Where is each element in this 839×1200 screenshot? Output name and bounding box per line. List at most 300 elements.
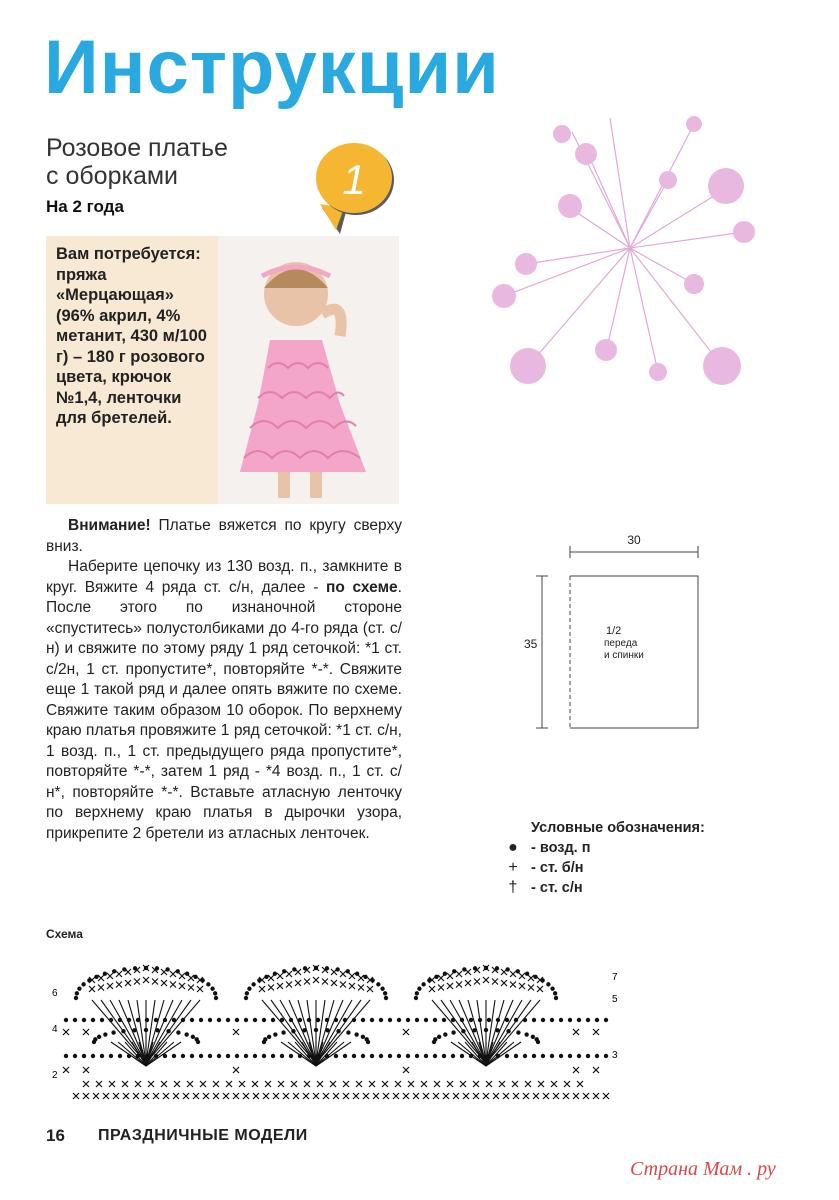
sc-mark xyxy=(499,1081,505,1087)
chain-dot xyxy=(496,1029,499,1032)
sc-mark xyxy=(331,980,337,986)
chain-dot xyxy=(370,1054,373,1057)
chain-dot xyxy=(343,1018,346,1021)
chain-dot xyxy=(316,1054,319,1057)
chain-dot xyxy=(185,1033,188,1036)
sc-mark xyxy=(456,971,462,977)
sc-mark xyxy=(122,1081,128,1087)
chain-dot xyxy=(469,1018,472,1021)
sc-mark xyxy=(304,979,310,985)
chain-dot xyxy=(444,1033,447,1036)
chain-dot xyxy=(547,983,550,986)
sc-mark xyxy=(322,979,328,985)
sc-mark xyxy=(243,1093,249,1099)
piece-label-3: и спинки xyxy=(604,650,644,661)
chain-dot xyxy=(536,1040,539,1043)
chain-dot xyxy=(73,1018,76,1021)
chain-dot xyxy=(118,1018,121,1021)
sc-mark xyxy=(107,983,113,989)
sc-mark xyxy=(367,986,373,992)
sc-mark xyxy=(421,1081,427,1087)
sc-mark xyxy=(265,1081,271,1087)
chain-dot xyxy=(82,1054,85,1057)
chain-dot xyxy=(280,1054,283,1057)
sc-mark xyxy=(286,982,292,988)
chain-dot xyxy=(541,1054,544,1057)
chain-dot xyxy=(415,1054,418,1057)
chain-dot xyxy=(437,1035,440,1038)
chain-dot xyxy=(434,1038,437,1041)
sc-mark xyxy=(443,1093,449,1099)
sc-mark xyxy=(519,973,525,979)
chain-dot xyxy=(253,1018,256,1021)
watermark: Страна Мам . ру xyxy=(630,1158,776,1180)
sc-mark xyxy=(188,975,194,981)
sc-mark xyxy=(63,1067,69,1073)
chain-dot xyxy=(505,1018,508,1021)
sc-mark xyxy=(528,985,534,991)
chain-dot xyxy=(316,1018,319,1021)
sc-mark xyxy=(460,1081,466,1087)
sc-mark xyxy=(340,982,346,988)
chain-dot xyxy=(496,1018,499,1021)
chain-dot xyxy=(265,975,268,978)
sc-mark xyxy=(116,971,122,977)
sc-mark xyxy=(83,1081,89,1087)
chain-dot xyxy=(298,1054,301,1057)
chain-dot xyxy=(577,1018,580,1021)
sc-mark xyxy=(473,1093,479,1099)
chain-dot xyxy=(397,1018,400,1021)
height-label: 35 xyxy=(524,637,538,651)
sc-mark xyxy=(116,982,122,988)
page-heading: Инструкции xyxy=(44,25,500,110)
sc-mark xyxy=(573,1029,579,1035)
sc-mark xyxy=(63,1029,69,1035)
sc-mark xyxy=(434,1081,440,1087)
sc-mark xyxy=(286,971,292,977)
sc-mark xyxy=(343,1081,349,1087)
sc-mark xyxy=(423,1093,429,1099)
chain-dot xyxy=(414,996,417,999)
chain-dot xyxy=(289,1018,292,1021)
sc-mark xyxy=(333,1093,339,1099)
sc-mark xyxy=(528,975,534,981)
chain-dot xyxy=(191,1035,194,1038)
chain-dot xyxy=(514,1018,517,1021)
sc-mark xyxy=(187,1081,193,1087)
chain-dot xyxy=(181,1018,184,1021)
sc-mark xyxy=(233,1067,239,1073)
chain-dot xyxy=(550,1054,553,1057)
chain-dot xyxy=(190,1018,193,1021)
sc-mark xyxy=(170,982,176,988)
chain-dot xyxy=(424,1018,427,1021)
sc-mark xyxy=(183,1093,189,1099)
sc-mark xyxy=(438,985,444,991)
legend-item-sc xyxy=(505,858,765,878)
sc-mark xyxy=(473,1081,479,1087)
chain-dot xyxy=(541,1018,544,1021)
sc-mark xyxy=(603,1093,609,1099)
sc-mark xyxy=(197,986,203,992)
chain-dot xyxy=(235,1054,238,1057)
sc-mark xyxy=(163,1093,169,1099)
sc-mark xyxy=(93,1093,99,1099)
chain-dot xyxy=(433,1018,436,1021)
sc-mark xyxy=(253,1093,259,1099)
chain-dot xyxy=(334,1018,337,1021)
chain-dot xyxy=(586,1018,589,1021)
chain-dot xyxy=(252,983,255,986)
sc-mark xyxy=(233,1029,239,1035)
sc-mark xyxy=(383,1093,389,1099)
sc-mark xyxy=(519,983,525,989)
chain-dot xyxy=(334,1054,337,1057)
sc-mark xyxy=(510,971,516,977)
chain-dot xyxy=(487,1054,490,1057)
sc-mark xyxy=(543,1093,549,1099)
materials-text: Вам потребуется: пряжа «Мерцающая» (96% акрил, 4% метанит, 430 м/100 г) – 180 г розового цвета, крючок №1,4, ленточки для бретелей. xyxy=(56,245,207,427)
sc-mark xyxy=(103,1093,109,1099)
sc-mark xyxy=(268,975,274,981)
sc-mark xyxy=(96,1081,102,1087)
chain-dot xyxy=(346,970,349,973)
chain-dot xyxy=(525,1033,528,1036)
sc-mark xyxy=(98,985,104,991)
sc-mark xyxy=(593,1093,599,1099)
sc-mark xyxy=(463,1093,469,1099)
chain-dot xyxy=(487,1018,490,1021)
chain-dot xyxy=(163,1018,166,1021)
sc-mark xyxy=(295,969,301,975)
chain-dot xyxy=(181,1054,184,1057)
chain-dot xyxy=(435,975,438,978)
chain-dot xyxy=(586,1054,589,1057)
chain-dot xyxy=(462,1029,465,1032)
sc-mark xyxy=(363,1093,369,1099)
chain-dot xyxy=(82,983,85,986)
chain-dot xyxy=(381,987,384,990)
chain-dot xyxy=(154,1054,157,1057)
chain-dot xyxy=(97,1035,100,1038)
decorative-burst xyxy=(482,110,772,410)
sc-mark xyxy=(403,1093,409,1099)
sc-mark xyxy=(268,985,274,991)
chain-dot xyxy=(388,1054,391,1057)
chain-dot xyxy=(136,1018,139,1021)
sc-mark xyxy=(263,1093,269,1099)
sc-mark xyxy=(213,1093,219,1099)
sc-mark xyxy=(510,982,516,988)
sc-mark xyxy=(200,1081,206,1087)
chain-dot xyxy=(271,1018,274,1021)
sc-mark xyxy=(278,1081,284,1087)
chain-dot xyxy=(559,1054,562,1057)
legend-label-chain: - возд. п xyxy=(531,840,591,856)
chain-dot xyxy=(379,1054,382,1057)
sc-mark xyxy=(304,1081,310,1087)
chain-dot xyxy=(442,1054,445,1057)
chain-dot xyxy=(133,1029,136,1032)
sc-mark xyxy=(551,1081,557,1087)
sc-mark xyxy=(330,1081,336,1087)
sc-mark xyxy=(503,1093,509,1099)
pattern-title-line1: Розовое платье xyxy=(46,134,228,162)
chain-dot xyxy=(424,1054,427,1057)
legend-item-chain xyxy=(505,838,765,858)
chain-dot xyxy=(145,1054,148,1057)
chain-dot xyxy=(595,1054,598,1057)
chain-dot xyxy=(364,975,367,978)
sc-mark xyxy=(349,973,355,979)
sc-mark xyxy=(174,1081,180,1087)
chain-dot xyxy=(406,1054,409,1057)
sc-mark xyxy=(486,1081,492,1087)
chain-dot xyxy=(163,1054,166,1057)
sc-mark xyxy=(223,1093,229,1099)
chain-dot xyxy=(604,1018,607,1021)
chain-dot xyxy=(406,1018,409,1021)
chain-dot xyxy=(167,1029,170,1032)
sc-mark xyxy=(109,1081,115,1087)
chain-dot xyxy=(507,1029,510,1032)
sc-mark xyxy=(252,1081,258,1087)
sc-mark xyxy=(213,1081,219,1087)
sc-mark xyxy=(291,1081,297,1087)
piece-label-1: 1/2 xyxy=(606,625,622,637)
chain-dot xyxy=(280,1018,283,1021)
chain-dot xyxy=(176,970,179,973)
scheme-label: Схема xyxy=(46,927,83,941)
chain-dot xyxy=(282,1031,285,1034)
sc-mark xyxy=(533,1093,539,1099)
chain-dot xyxy=(347,1031,350,1034)
sc-mark xyxy=(193,1093,199,1099)
chain-dot xyxy=(554,996,557,999)
sc-mark xyxy=(403,1067,409,1073)
chain-dot xyxy=(366,1040,369,1043)
chain-dot xyxy=(355,1033,358,1036)
chain-dot xyxy=(325,1054,328,1057)
sc-mark xyxy=(403,1029,409,1035)
sc-mark xyxy=(525,1081,531,1087)
sc-mark xyxy=(433,1093,439,1099)
chain-dot xyxy=(433,1054,436,1057)
chain-dot xyxy=(469,1054,472,1057)
sc-mark xyxy=(447,1081,453,1087)
chain-dot xyxy=(452,1031,455,1034)
sc-mark xyxy=(83,1029,89,1035)
sc-mark xyxy=(573,1093,579,1099)
chain-dot xyxy=(534,975,537,978)
chain-dot xyxy=(262,1018,265,1021)
chain-dot xyxy=(244,1018,247,1021)
chain-dot xyxy=(370,1018,373,1021)
chain-dot xyxy=(451,1018,454,1021)
sc-mark xyxy=(135,1081,141,1087)
row-label-7: 7 xyxy=(612,972,618,983)
chain-dot xyxy=(136,1054,139,1057)
sc-mark xyxy=(98,975,104,981)
sc-mark xyxy=(501,969,507,975)
chain-dot xyxy=(118,1054,121,1057)
legend-label-dc: - ст. с/н xyxy=(531,880,583,896)
chain-dot xyxy=(213,992,216,995)
sc-mark xyxy=(107,973,113,979)
chain-dot xyxy=(361,1018,364,1021)
chain-dot xyxy=(553,992,556,995)
sc-mark xyxy=(259,986,265,992)
chain-dot xyxy=(235,1018,238,1021)
chain-dot xyxy=(415,1018,418,1021)
chain-dot xyxy=(384,996,387,999)
chain-dot xyxy=(245,992,248,995)
sc-mark xyxy=(73,1093,79,1099)
sc-mark xyxy=(483,977,489,983)
chain-dot xyxy=(271,1054,274,1057)
section-title: ПРАЗДНИЧНЫЕ МОДЕЛИ xyxy=(98,1127,308,1144)
sc-mark xyxy=(161,969,167,975)
sc-mark xyxy=(153,1093,159,1099)
row-label-3: 3 xyxy=(612,1050,618,1061)
size-diagram xyxy=(520,530,720,730)
chain-dot xyxy=(292,1029,295,1032)
chain-dot xyxy=(484,1028,487,1031)
sc-mark xyxy=(83,1067,89,1073)
sc-mark xyxy=(203,1093,209,1099)
chain-dot xyxy=(478,1054,481,1057)
chain-dot xyxy=(217,1054,220,1057)
sc-mark xyxy=(179,983,185,989)
sc-mark xyxy=(170,971,176,977)
chain-dot xyxy=(577,1054,580,1057)
sc-mark xyxy=(382,1081,388,1087)
chain-dot xyxy=(307,1018,310,1021)
chain-dot xyxy=(453,970,456,973)
sc-mark xyxy=(395,1081,401,1087)
sc-mark xyxy=(273,1093,279,1099)
sc-mark xyxy=(303,1093,309,1099)
chain-dot xyxy=(154,1018,157,1021)
sc-mark xyxy=(134,979,140,985)
chain-dot xyxy=(253,1054,256,1057)
chain-dot xyxy=(156,1029,159,1032)
chain-dot xyxy=(95,975,98,978)
legend-title: Условные обозначения: xyxy=(531,820,705,836)
chain-dot xyxy=(73,1054,76,1057)
chain-dot xyxy=(415,992,418,995)
sc-mark xyxy=(226,1081,232,1087)
chain-dot xyxy=(214,996,217,999)
chain-dot xyxy=(377,983,380,986)
sc-mark xyxy=(113,1093,119,1099)
sc-mark xyxy=(564,1081,570,1087)
chain-dot xyxy=(94,1038,97,1041)
chain-dot xyxy=(274,1033,277,1036)
legend-label-sc: - ст. б/н xyxy=(531,860,584,876)
sc-mark xyxy=(233,1093,239,1099)
chain-dot xyxy=(343,1054,346,1057)
chain-dot xyxy=(298,1018,301,1021)
sc-mark xyxy=(277,983,283,989)
sc-mark xyxy=(483,1093,489,1099)
crochet-scheme xyxy=(46,938,626,1108)
chain-dot xyxy=(325,1018,328,1021)
paragraph-main: Наберите цепочку из 130 возд. п., замкните в круг. Вяжите 4 ряда ст. с/н, далее - по схеме. После этого по изнаночной стороне «спуститесь» полустолбиками до 4-го ряда (ст. с/н) и свяжите по этому ряду 1 ряд сеточкой: *1 ст. с/2н, 1 ст. пропустите*, повторяйте *-*. Свяжите еще 1 такой ряд и далее опять вяжите по схеме. Свяжите таким образом 10 оборок. По верхнему краю платья провяжите 1 ряд сеточкой: *1 ст. с/н, 1 возд. п., 1 ст. предыдущего ряда пропустите*, повторяйте *-*, затем 1 ряд - *4 возд. п., 1 ст. с/н*, повторяйте *-*. Вставьте атласную ленточку по верхнему краю платья в дырочки узора, прикрепите 2 бретели из атласных ленточек. xyxy=(46,558,402,842)
chain-dot xyxy=(109,1054,112,1057)
chain-dot xyxy=(550,1018,553,1021)
chain-dot xyxy=(595,1018,598,1021)
chain-dot xyxy=(177,1031,180,1034)
chain-dot xyxy=(196,1040,199,1043)
sc-mark xyxy=(465,980,471,986)
chain-dot xyxy=(551,987,554,990)
chain-dot xyxy=(473,1029,476,1032)
chain-dot xyxy=(122,1029,125,1032)
badge-number: 1 xyxy=(342,156,366,203)
chain-dot xyxy=(207,983,210,986)
chain-dot xyxy=(505,1054,508,1057)
chain-dot xyxy=(226,1018,229,1021)
sc-mark xyxy=(143,1093,149,1099)
paragraph-attention: Внимание! Платье вяжется по кругу сверху вниз. xyxy=(46,517,402,555)
chain-dot xyxy=(379,1018,382,1021)
chain-dot xyxy=(208,1018,211,1021)
chain-dot xyxy=(442,1018,445,1021)
sc-mark xyxy=(577,1081,583,1087)
chain-dot xyxy=(112,1031,115,1034)
sc-mark xyxy=(358,985,364,991)
sc-mark xyxy=(148,1081,154,1087)
chain-dot xyxy=(100,1054,103,1057)
chain-dot xyxy=(604,1054,607,1057)
sc-mark xyxy=(358,975,364,981)
chain-dot xyxy=(211,987,214,990)
chain-dot xyxy=(451,1054,454,1057)
sc-mark xyxy=(393,1093,399,1099)
chain-dot xyxy=(383,992,386,995)
chain-dot xyxy=(194,975,197,978)
chain-dot xyxy=(244,996,247,999)
chain-dot xyxy=(267,1035,270,1038)
chain-dot xyxy=(517,1031,520,1034)
chain-dot xyxy=(523,1018,526,1021)
chain-dot xyxy=(75,992,78,995)
row-label-6: 6 xyxy=(52,988,58,999)
chain-dot xyxy=(74,996,77,999)
sc-mark xyxy=(447,983,453,989)
sc-mark xyxy=(537,986,543,992)
chain-dot xyxy=(264,1038,267,1041)
chain-dot xyxy=(109,1018,112,1021)
age-label: На 2 года xyxy=(46,197,124,216)
sc-mark xyxy=(161,980,167,986)
sc-mark xyxy=(563,1093,569,1099)
sc-mark xyxy=(573,1067,579,1073)
chain-dot xyxy=(307,1054,310,1057)
chain-dot xyxy=(337,1029,340,1032)
chain-dot xyxy=(460,1054,463,1057)
sc-mark xyxy=(493,1093,499,1099)
sc-mark xyxy=(317,1081,323,1087)
dress-photo xyxy=(218,236,399,504)
sc-mark xyxy=(369,1081,375,1087)
chain-dot xyxy=(248,987,251,990)
sc-mark xyxy=(343,1093,349,1099)
chain-dot xyxy=(361,1054,364,1057)
sc-mark xyxy=(593,1067,599,1073)
